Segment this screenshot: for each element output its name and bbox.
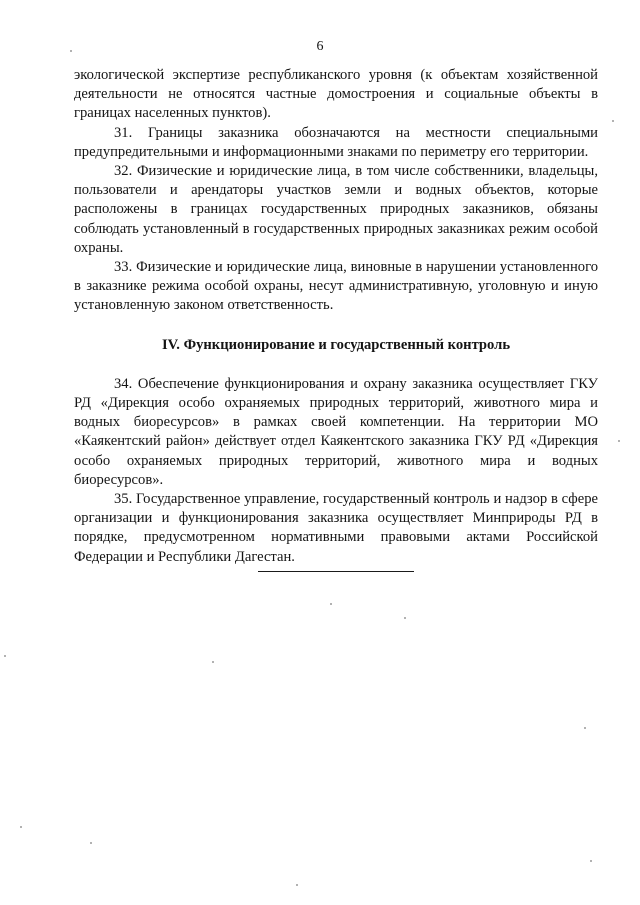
end-of-text-rule (258, 571, 414, 572)
scan-speck (612, 120, 614, 122)
scan-speck (296, 884, 298, 886)
paragraph-32: 32. Физические и юридические лица, в том числе собственники, владельцы, пользователи и арендаторы участков земли и водных объектов, которые расположены в границах государственных природных заказников, обязаны соблюдать установленный в государственных природных заказниках режим особой охраны. (74, 163, 598, 256)
scan-speck (330, 603, 332, 605)
scan-speck (4, 655, 6, 657)
paragraph-33: 33. Физические и юридические лица, виновные в нарушении установленного в заказнике режима особой охраны, несут административную, уголовную и иную установленную законом ответственность. (74, 259, 598, 314)
section-heading: IV. Функционирование и государственный контроль (161, 336, 511, 353)
scan-speck (20, 826, 22, 828)
paragraph-continuation: экологической экспертизе республиканского уровня (к объектам хозяйственной деятельности не относятся частные домостроения и социальные объекты в границах населенных пунктов). (74, 67, 598, 122)
scan-speck (90, 842, 92, 844)
paragraph-31: 31. Границы заказника обозначаются на местности специальными предупредительными и информационными знаками по периметру его территории. (74, 124, 598, 160)
document-body (74, 66, 598, 567)
page-number: 6 (316, 39, 324, 54)
paragraph-34: 34. Обеспечение функционирования и охрану заказника осуществляет ГКУ РД «Дирекция особо охраняемых природных территорий, животного мира и водных биоресурсов» в рамках своей компетенции. На территории МО «Каякентский район» действует отдел Каякентского заказника ГКУ РД «Дирекция особо охраняемых природных территорий, животного мира и водных биоресурсов». (74, 375, 598, 488)
scan-speck (212, 661, 214, 663)
scan-speck (618, 440, 620, 442)
scan-speck (590, 860, 592, 862)
paragraph-35: 35. Государственное управление, государственный контроль и надзор в сфере организации и функционирования заказника осуществляет Минприроды РД в порядке, предусмотренном нормативными правовыми актами Российской Федерации и Республики Дагестан. (74, 491, 598, 565)
scan-speck (584, 727, 586, 729)
scan-speck (404, 617, 406, 619)
scan-speck (70, 50, 72, 52)
